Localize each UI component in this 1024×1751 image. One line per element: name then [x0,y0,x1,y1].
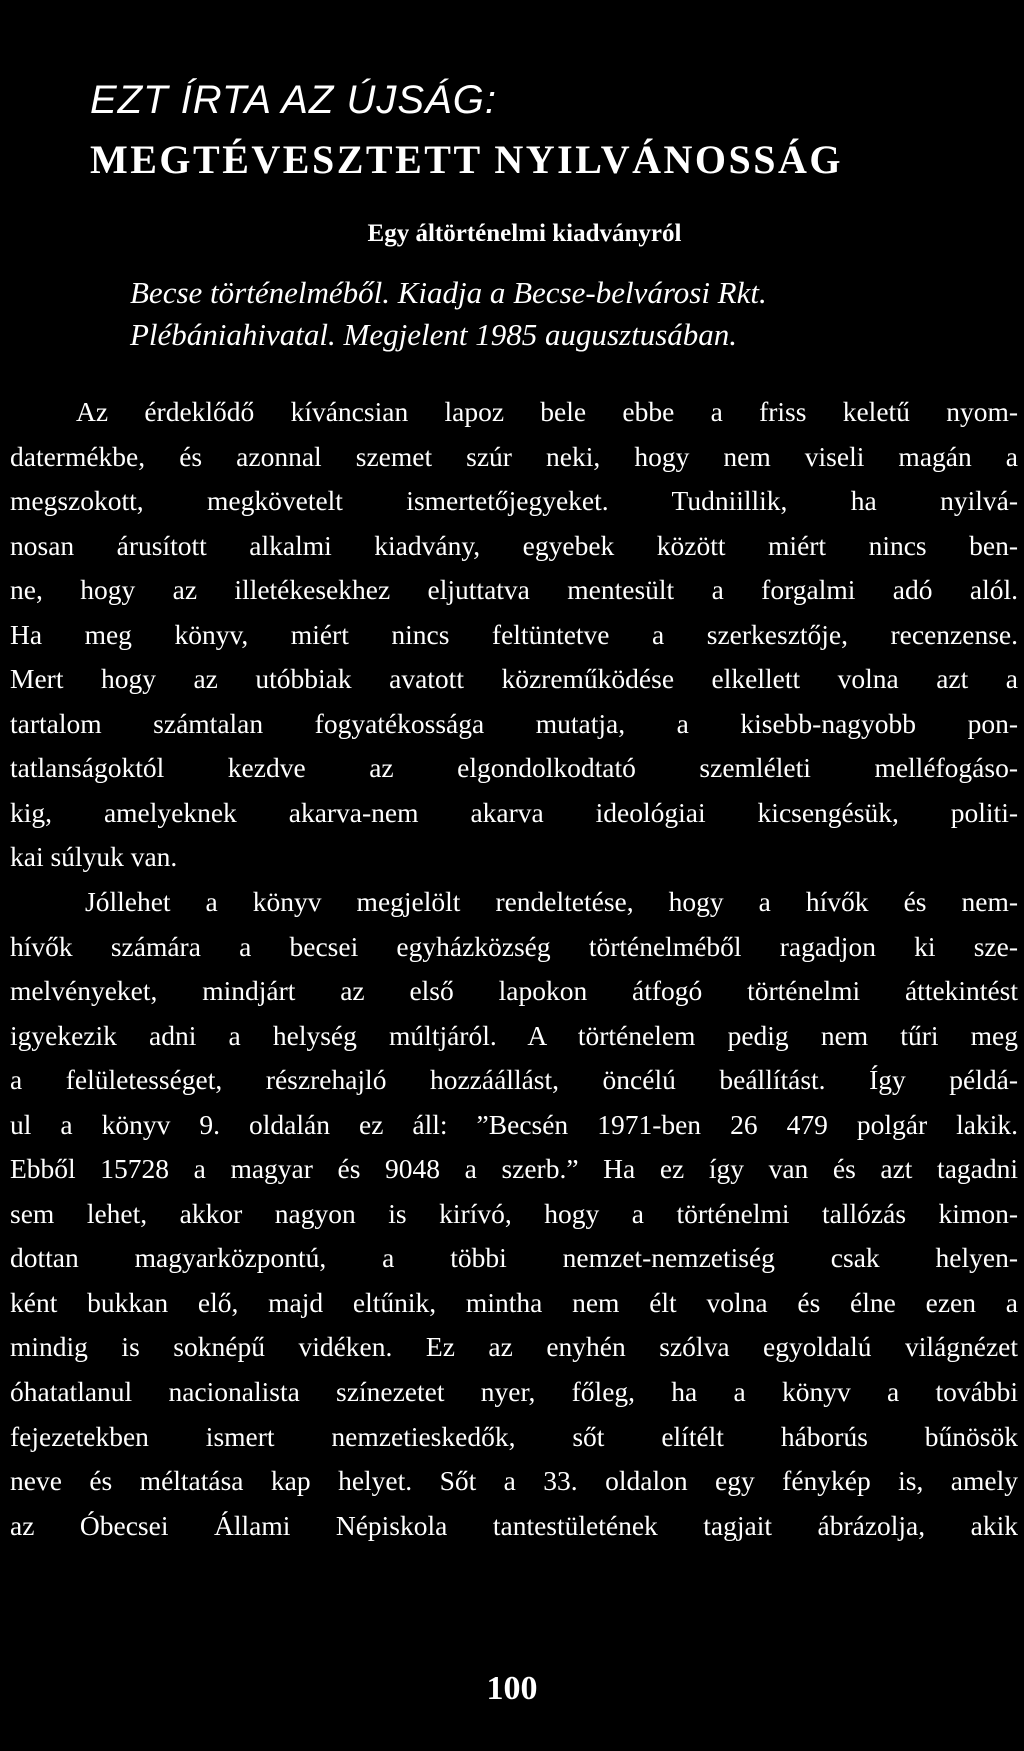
paragraph [10,390,1018,880]
bibliography-line: Becse történelméből. Kiadja a Becse-belvárosi Rkt. [130,275,767,310]
text-line: hívők számára a becsei egyházközség történelméből ragadjon ki sze- [10,930,1018,962]
text-line: a felületességet, részrehajló hozzáállást, öncélú beállítást. Így példá- [10,1064,1018,1096]
text-line: óhatatlanul nacionalista színezetet nyer, főleg, ha a könyv a további [10,1376,1018,1408]
text-line: mindig is soknépű vidéken. Ez az enyhén szólva egyoldalú világnézet [10,1331,1018,1363]
text-line: kai súlyuk van. [10,841,178,873]
text-line: ul a könyv 9. oldalán ez áll: ”Becsén 1971-ben 26 479 polgár lakik. [10,1108,1018,1140]
page-number: 100 [486,1670,538,1707]
text-line: ne, hogy az illetékesekhez eljuttatva mentesült a forgalmi adó alól. [10,574,1018,606]
bibliography [130,272,767,356]
text-line: Az érdeklődő kíváncsian lapoz bele ebbe a friss keletű nyom- [76,396,1018,427]
text-line: kig, amelyeknek akarva-nem akarva ideológiai kicsengésük, politi- [10,796,1018,828]
text-line: sem lehet, akkor nagyon is kirívó, hogy a történelmi tallózás kimon- [10,1197,1018,1229]
article-title: MEGTÉVESZTETT NYILVÁNOSSÁG [90,137,844,182]
text-line: datermékbe, és azonnal szemet szúr neki, hogy nem viseli magán a [10,440,1018,472]
text-line: dottan magyarközpontú, a többi nemzet-nemzetiség csak helyen- [10,1242,1018,1274]
text-line: melvényeket, mindjárt az első lapokon átfogó történelmi áttekintést [10,975,1018,1007]
text-line: megszokott, megkövetelt ismertetőjegyeket. Tudniillik, ha nyilvá- [10,485,1018,517]
text-line: tatlanságoktól kezdve az elgondolkodtató szemléleti melléfogáso- [10,752,1018,784]
text-line: ként bukkan elő, majd eltűnik, mintha nem élt volna és élne ezen a [10,1286,1018,1318]
section-label: EZT ÍRTA AZ ÚJSÁG: [90,78,497,122]
text-line: az Óbecsei Állami Népiskola tantestületének tagjait ábrázolja, akik [10,1509,1018,1541]
text-line: nosan árusított alkalmi kiadvány, egyebek között miért nincs ben- [10,529,1018,561]
text-line: Mert hogy az utóbbiak avatott közreműködése elkellett volna azt a [10,663,1018,695]
text-line: Ebből 15728 a magyar és 9048 a szerb.” Ha ez így van és azt tagadni [10,1153,1018,1185]
text-line: Jóllehet a könyv megjelölt rendeltetése, hogy a hívők és nem- [85,886,1018,918]
text-line: fejezetekben ismert nemzetieskedők, sőt elítélt háborús bűnösök [10,1420,1018,1452]
bibliography-line: Plébániahivatal. Megjelent 1985 augusztusában. [130,317,738,352]
article-subtitle: Egy áltörténelmi kiadványról [367,220,682,247]
text-line: igyekezik adni a helység múltjáról. A történelem pedig nem tűri meg [10,1019,1018,1051]
paragraph [10,880,1018,1548]
article-body [10,390,1018,1548]
text-line: tartalom számtalan fogyatékossága mutatja, a kisebb-nagyobb pon- [10,707,1018,739]
text-line: Ha meg könyv, miért nincs feltüntetve a szerkesztője, recenzense. [10,618,1018,650]
text-line: neve és méltatása kap helyet. Sőt a 33. oldalon egy fénykép is, amely [10,1465,1018,1497]
